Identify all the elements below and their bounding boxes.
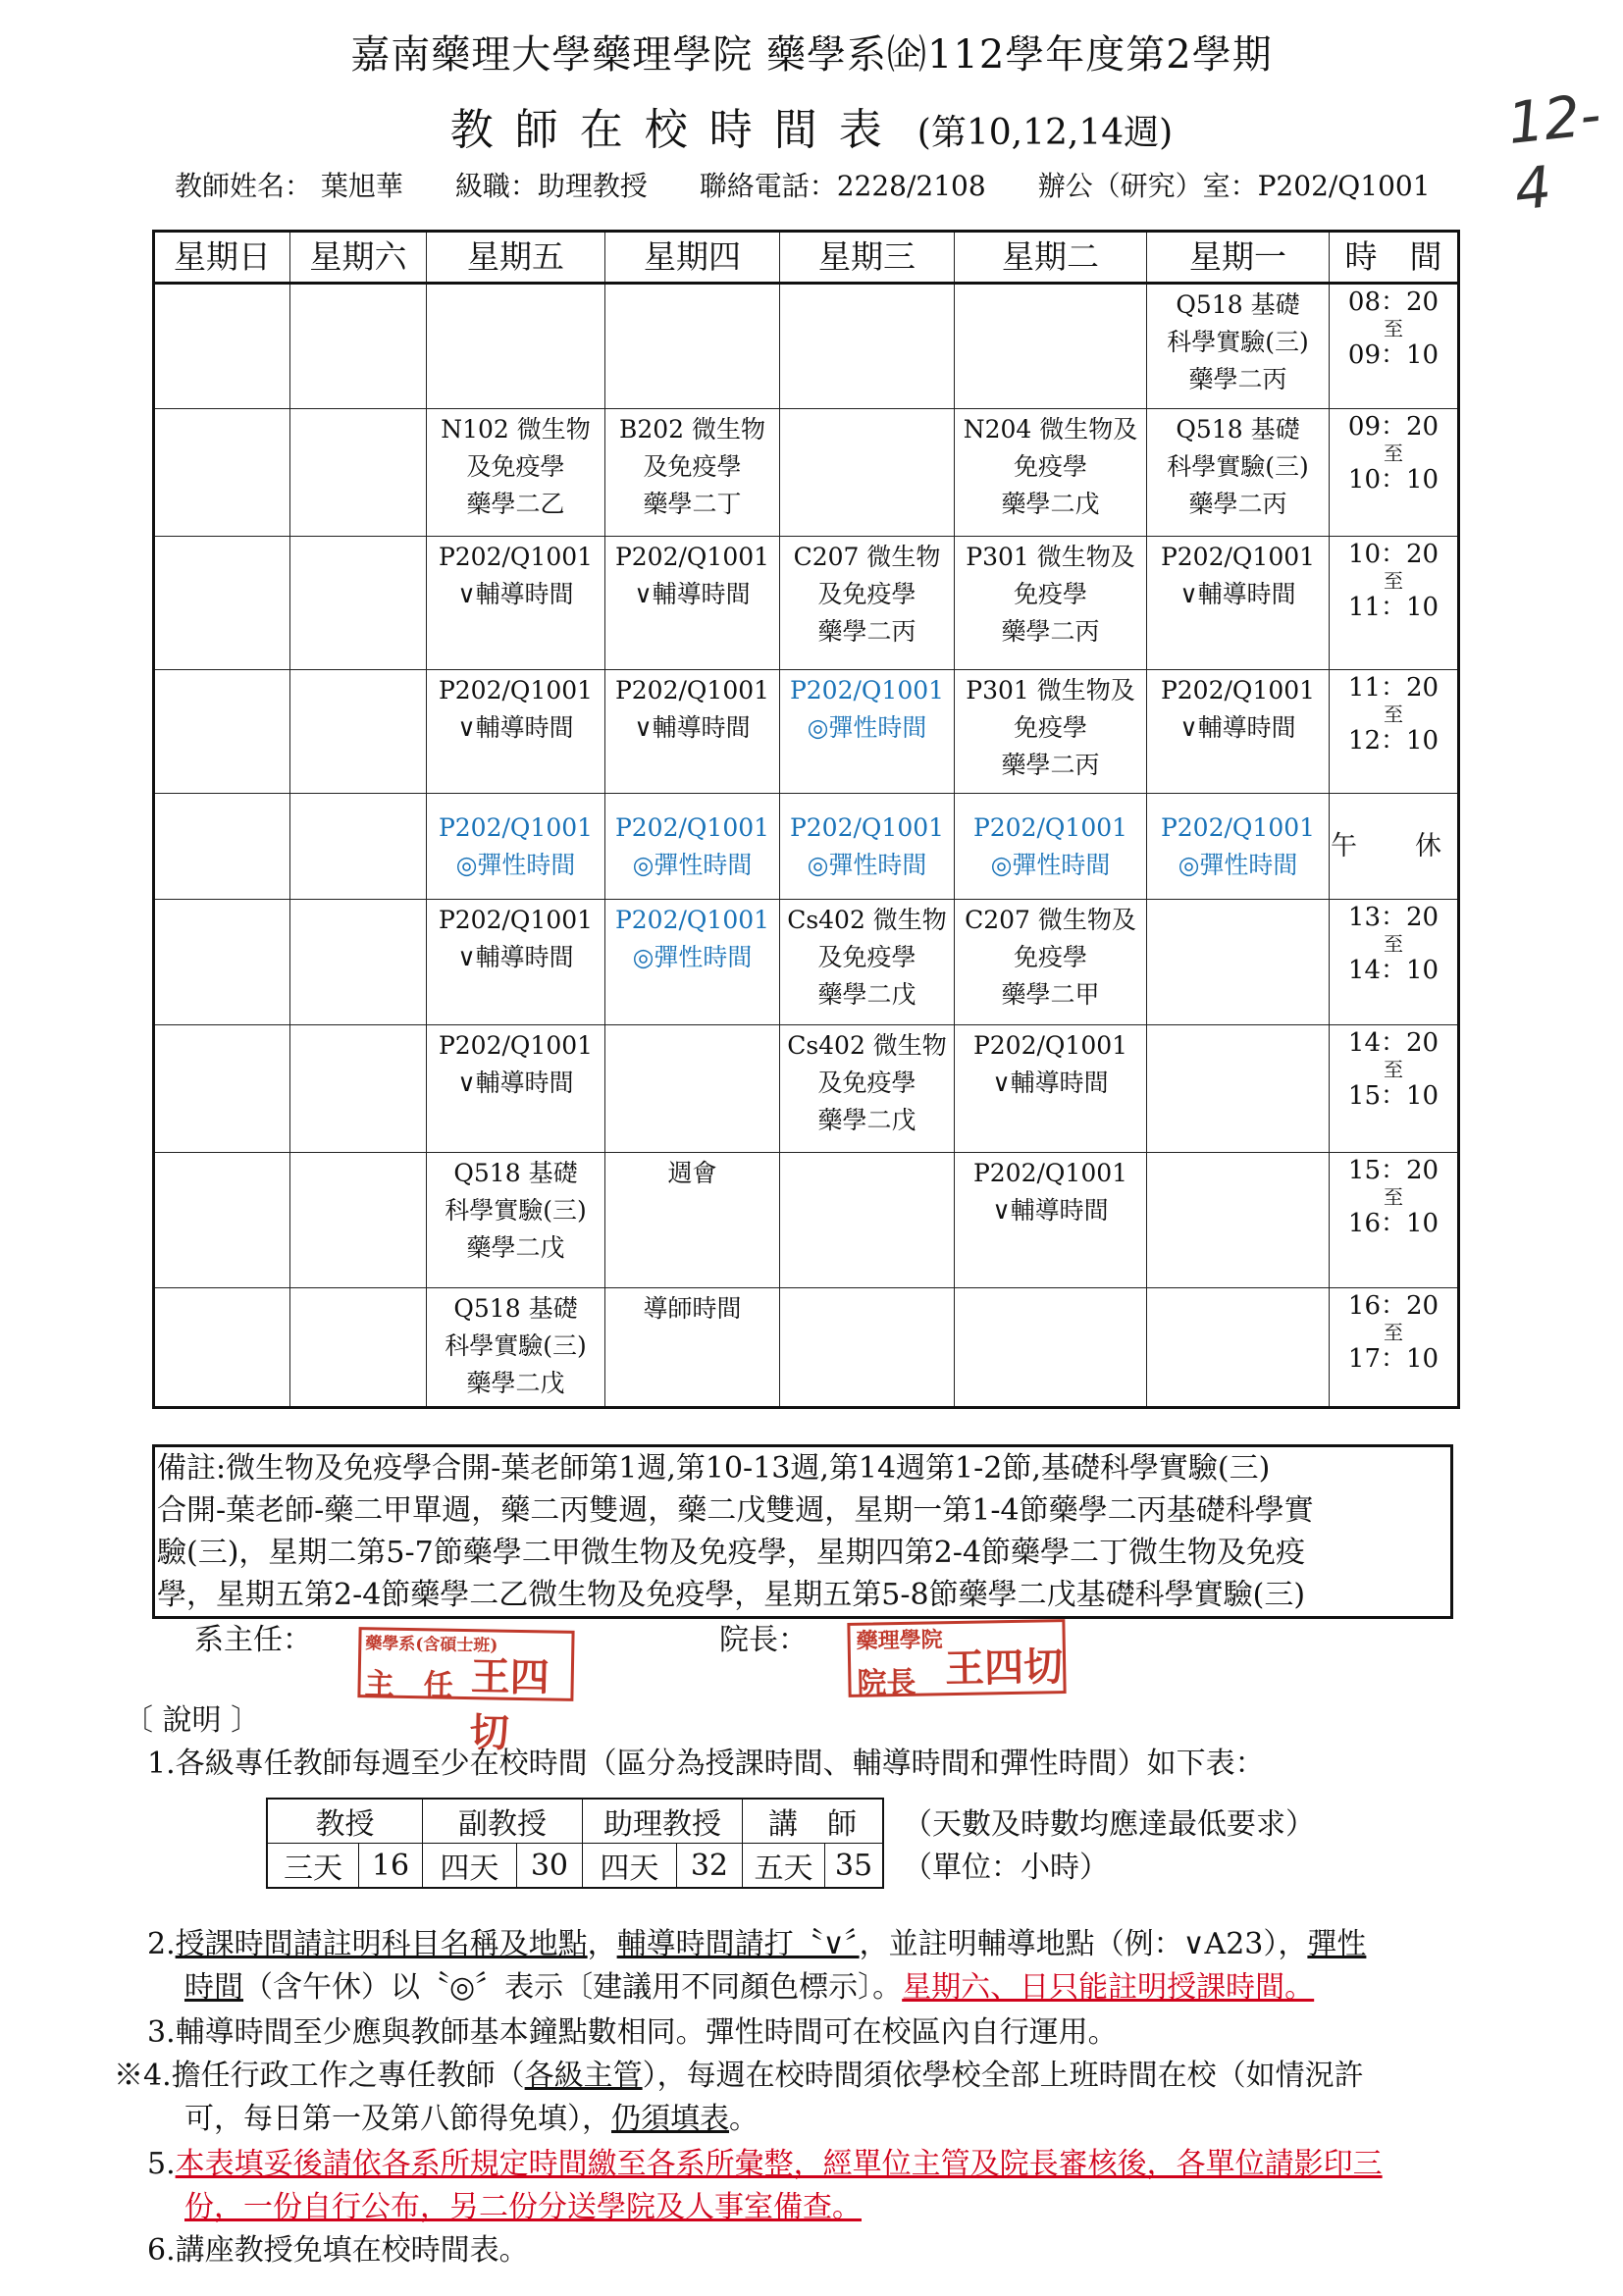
schedule-cell bbox=[955, 1025, 1147, 1153]
cell-line: N204 微生物及 bbox=[963, 415, 1138, 444]
unit-note: （單位：小時） bbox=[903, 1851, 1109, 1885]
schedule-cell bbox=[290, 1153, 427, 1288]
schedule-cell bbox=[290, 670, 427, 794]
seal-name-text: 王四切 bbox=[944, 1644, 1064, 1693]
schedule-cell bbox=[1147, 794, 1330, 900]
cell-line: 藥學二乙 bbox=[466, 490, 565, 518]
schedule-cell bbox=[955, 794, 1147, 900]
cell-line: P202/Q1001 bbox=[614, 906, 770, 934]
cell-line: 藥學二戊 bbox=[817, 1106, 916, 1134]
cell-line: P202/Q1001 bbox=[438, 1031, 594, 1060]
dept-head-label: 系主任： bbox=[194, 1623, 312, 1657]
header-sunday: 星期日 bbox=[154, 232, 290, 284]
seal-unit-text: 藥理學院 bbox=[856, 1627, 943, 1654]
cell-line: 科學實驗(三) bbox=[1167, 452, 1309, 481]
cell-line: P202/Q1001 bbox=[614, 676, 770, 704]
seal-name-text: 王四切 bbox=[469, 1653, 550, 1756]
schedule-cell bbox=[780, 794, 955, 900]
requirement-rank-row bbox=[267, 1799, 883, 1844]
header-thursday: 星期四 bbox=[605, 232, 780, 284]
note-red-text: 本表填妥後請依各系所規定時間繳至各系所彙整，經單位主管及院長審核後，各單位請影印三 bbox=[175, 2147, 1383, 2181]
requirement-note: （天數及時數均應達最低要求） bbox=[903, 1807, 1315, 1842]
hours-assistant: 32 bbox=[676, 1844, 742, 1889]
schedule-cell bbox=[1147, 1025, 1330, 1153]
cell-line: 藥學二甲 bbox=[1001, 980, 1100, 1009]
cell-line: 免疫學 bbox=[1013, 713, 1087, 742]
time-line: 09：20 bbox=[1347, 412, 1440, 442]
schedule-cell bbox=[955, 409, 1147, 537]
rank-professor: 教授 bbox=[267, 1799, 423, 1844]
schedule-title-main: 教師在校時間表 bbox=[449, 105, 904, 155]
note-underlined: 輔導時間請打〝∨〞 bbox=[616, 1927, 860, 1961]
cell-line: 免疫學 bbox=[1013, 943, 1087, 971]
schedule-cell bbox=[154, 670, 290, 794]
header-tuesday: 星期二 bbox=[955, 232, 1147, 284]
note-text: 。 bbox=[729, 2102, 759, 2136]
time-line: 10：10 bbox=[1347, 465, 1440, 495]
cell-line: P202/Q1001 bbox=[438, 906, 594, 934]
cell-line: ∨輔導時間 bbox=[1179, 580, 1296, 608]
time-line: 11：20 bbox=[1347, 673, 1440, 703]
schedule-cell bbox=[780, 537, 955, 670]
cell-line: ∨輔導時間 bbox=[992, 1069, 1109, 1097]
teacher-name: 教師姓名： 葉旭華 bbox=[175, 170, 403, 202]
cell-line: Q518 基礎 bbox=[1176, 415, 1300, 444]
remarks-box bbox=[152, 1444, 1453, 1619]
cell-line: P301 微生物及 bbox=[966, 543, 1135, 571]
note-text: （含午休）以〝◎〞表示〔建議用不同顏色標示〕。 bbox=[243, 1970, 903, 2005]
schedule-row bbox=[154, 284, 1459, 409]
cell-line: P202/Q1001 bbox=[1160, 812, 1316, 842]
note-underlined: 授課時間請註明科目名稱及地點 bbox=[175, 1927, 588, 1961]
schedule-cell bbox=[154, 900, 290, 1025]
schedule-cell bbox=[427, 1153, 605, 1288]
schedule-cell bbox=[605, 284, 780, 409]
schedule-cell bbox=[780, 900, 955, 1025]
cell-line: ◎彈性時間 bbox=[807, 850, 927, 879]
time-slot bbox=[1330, 1025, 1459, 1153]
schedule-cell bbox=[955, 537, 1147, 670]
cell-line: N102 微生物 bbox=[441, 415, 591, 444]
note-item-5 bbox=[147, 2143, 1560, 2229]
cell-line: 藥學二丙 bbox=[1188, 365, 1287, 393]
schedule-table bbox=[152, 230, 1460, 1409]
header-saturday: 星期六 bbox=[290, 232, 427, 284]
schedule-cell bbox=[290, 284, 427, 409]
cell-line: 導師時間 bbox=[643, 1294, 742, 1323]
time-line: 08：20 bbox=[1347, 287, 1440, 317]
cell-line: ∨輔導時間 bbox=[634, 580, 751, 608]
schedule-cell bbox=[780, 1025, 955, 1153]
schedule-cell bbox=[605, 409, 780, 537]
time-slot bbox=[1330, 670, 1459, 794]
schedule-cell bbox=[780, 284, 955, 409]
schedule-cell bbox=[290, 1025, 427, 1153]
cell-line: Q518 基礎 bbox=[1176, 290, 1300, 319]
schedule-cell bbox=[1147, 1153, 1330, 1288]
time-slot bbox=[1330, 409, 1459, 537]
schedule-cell bbox=[427, 1288, 605, 1408]
schedule-cell bbox=[154, 1025, 290, 1153]
time-slot bbox=[1330, 900, 1459, 1025]
time-line: 午 休 bbox=[1331, 830, 1457, 861]
note-item-3: 3.輔導時間至少應與教師基本鐘點數相同。彈性時間可在校區內自行運用。 bbox=[147, 2015, 1118, 2050]
note-number: 2. bbox=[147, 1927, 176, 1961]
header-wednesday: 星期三 bbox=[780, 232, 955, 284]
schedule-row bbox=[154, 1153, 1459, 1288]
teacher-phone: 聯絡電話：2228/2108 bbox=[699, 170, 986, 202]
requirement-value-row bbox=[267, 1844, 883, 1889]
rank-lecturer: 講 師 bbox=[743, 1799, 884, 1844]
seal-role-text: 院長 bbox=[857, 1665, 916, 1701]
dept-head-seal bbox=[357, 1627, 574, 1756]
cell-line: ∨輔導時間 bbox=[457, 580, 574, 608]
cell-line: 及免疫學 bbox=[817, 580, 916, 608]
cell-line: ◎彈性時間 bbox=[455, 850, 576, 879]
schedule-cell bbox=[427, 537, 605, 670]
dean-seal bbox=[847, 1619, 1066, 1701]
time-line: 17：10 bbox=[1347, 1344, 1440, 1374]
rank-associate: 副教授 bbox=[423, 1799, 583, 1844]
cell-line: ∨輔導時間 bbox=[457, 1069, 574, 1097]
cell-line: B202 微生物 bbox=[618, 415, 766, 444]
cell-line: P202/Q1001 bbox=[1160, 676, 1316, 704]
schedule-cell bbox=[154, 537, 290, 670]
note-item-2 bbox=[147, 1923, 1521, 2009]
schedule-cell bbox=[1147, 537, 1330, 670]
note-number: 5. bbox=[147, 2147, 176, 2181]
teacher-office: 辦公（研究）室：P202/Q1001 bbox=[1037, 170, 1431, 202]
cell-line: P202/Q1001 bbox=[972, 1159, 1128, 1187]
schedule-weeks: (第10,12,14週) bbox=[916, 113, 1174, 153]
schedule-row bbox=[154, 537, 1459, 670]
note-item-1: 1.各級專任教師每週至少在校時間（區分為授課時間、輔導時間和彈性時間）如下表： bbox=[147, 1747, 1265, 1781]
time-line: 至 bbox=[1384, 1185, 1403, 1209]
cell-line: 免疫學 bbox=[1013, 452, 1087, 481]
cell-line: P202/Q1001 bbox=[1160, 543, 1316, 571]
days-associate: 四天 bbox=[423, 1844, 517, 1889]
schedule-cell bbox=[1147, 900, 1330, 1025]
schedule-cell bbox=[780, 670, 955, 794]
schedule-cell bbox=[427, 900, 605, 1025]
cell-line: P202/Q1001 bbox=[789, 676, 945, 704]
schedule-cell bbox=[955, 900, 1147, 1025]
cell-line: 藥學二丙 bbox=[1001, 617, 1100, 646]
note-underlined: 各級主管 bbox=[524, 2059, 643, 2093]
time-line: 至 bbox=[1384, 442, 1403, 465]
cell-line: P202/Q1001 bbox=[438, 676, 594, 704]
schedule-cell bbox=[1147, 1288, 1330, 1408]
schedule-cell bbox=[605, 900, 780, 1025]
cell-line: 藥學二戊 bbox=[1001, 490, 1100, 518]
schedule-cell bbox=[1147, 284, 1330, 409]
cell-line: ∨輔導時間 bbox=[457, 943, 574, 971]
schedule-cell bbox=[780, 409, 955, 537]
cell-line: 週會 bbox=[667, 1159, 717, 1187]
note-item-6: 6.講座教授免填在校時間表。 bbox=[147, 2233, 529, 2268]
schedule-cell bbox=[154, 409, 290, 537]
time-line: 16：10 bbox=[1347, 1209, 1440, 1238]
schedule-cell bbox=[290, 794, 427, 900]
cell-line: ∨輔導時間 bbox=[1179, 713, 1296, 742]
time-line: 10：20 bbox=[1347, 540, 1440, 569]
time-line: 至 bbox=[1384, 932, 1403, 956]
note-underlined: 彈性 bbox=[1307, 1927, 1367, 1961]
header-friday: 星期五 bbox=[427, 232, 605, 284]
time-slot bbox=[1330, 794, 1459, 900]
cell-line: 及免疫學 bbox=[466, 452, 565, 481]
cell-line: ◎彈性時間 bbox=[632, 850, 753, 879]
time-line: 至 bbox=[1384, 569, 1403, 593]
cell-line: 科學實驗(三) bbox=[445, 1196, 587, 1225]
cell-line: 免疫學 bbox=[1013, 580, 1087, 608]
cell-line: P202/Q1001 bbox=[438, 543, 594, 571]
schedule-cell bbox=[955, 670, 1147, 794]
schedule-cell bbox=[605, 1153, 780, 1288]
time-slot bbox=[1330, 1288, 1459, 1408]
time-line: 15：20 bbox=[1347, 1156, 1440, 1185]
cell-line: 藥學二丙 bbox=[1188, 490, 1287, 518]
days-lecturer: 五天 bbox=[743, 1844, 825, 1889]
hours-associate: 30 bbox=[516, 1844, 582, 1889]
time-line: 14：10 bbox=[1347, 956, 1440, 985]
teacher-rank: 級職：助理教授 bbox=[454, 170, 648, 202]
header-time: 時 間 bbox=[1330, 232, 1459, 284]
note-text: 可，每日第一及第八節得免填）， bbox=[184, 2102, 611, 2136]
schedule-cell bbox=[605, 794, 780, 900]
time-line: 13：20 bbox=[1347, 903, 1440, 932]
schedule-cell bbox=[605, 1288, 780, 1408]
schedule-cell bbox=[154, 1288, 290, 1408]
remarks-line: 驗(三)，星期二第5-7節藥學二甲微生物及免疫學，星期四第2-4節藥學二丁微生物及免疫 bbox=[157, 1536, 1306, 1570]
cell-line: ∨輔導時間 bbox=[992, 1196, 1109, 1225]
note-text: ），每週在校時間須依學校全部上班時間在校（如情況許 bbox=[642, 2059, 1364, 2093]
cell-line: 藥學二戊 bbox=[466, 1233, 565, 1262]
schedule-cell bbox=[427, 670, 605, 794]
schedule-cell bbox=[290, 900, 427, 1025]
remarks-line: 備註:微生物及免疫學合開-葉老師第1週,第10-13週,第14週第1-2節,基礎科學實驗(三) bbox=[157, 1451, 1271, 1486]
time-slot bbox=[1330, 537, 1459, 670]
cell-line: 藥學二丙 bbox=[817, 617, 916, 646]
note-text: ， bbox=[587, 1927, 617, 1961]
note-text: ，並註明輔導地點（例：∨A23）， bbox=[859, 1927, 1308, 1961]
hours-professor: 16 bbox=[358, 1844, 422, 1889]
teacher-info bbox=[175, 165, 1474, 204]
schedule-cell bbox=[290, 409, 427, 537]
schedule-cell bbox=[290, 537, 427, 670]
note-red-text: 份，一份自行公布，另二份分送學院及人事室備查。 bbox=[184, 2190, 862, 2224]
schedule-row bbox=[154, 900, 1459, 1025]
time-slot bbox=[1330, 1153, 1459, 1288]
note-underlined: 仍須填表 bbox=[611, 2102, 729, 2136]
schedule-row bbox=[154, 409, 1459, 537]
cell-line: Cs402 微生物 bbox=[787, 1031, 947, 1060]
notes-heading: 〔 說明 〕 bbox=[124, 1703, 261, 1738]
time-slot bbox=[1330, 284, 1459, 409]
cell-line: 科學實驗(三) bbox=[445, 1331, 587, 1360]
cell-line: ◎彈性時間 bbox=[1178, 850, 1298, 879]
cell-line: 及免疫學 bbox=[643, 452, 742, 481]
dean-label: 院長： bbox=[719, 1623, 808, 1657]
cell-line: 及免疫學 bbox=[817, 943, 916, 971]
schedule-cell bbox=[780, 1288, 955, 1408]
time-line: 至 bbox=[1384, 1058, 1403, 1081]
cell-line: 及免疫學 bbox=[817, 1069, 916, 1097]
schedule-cell bbox=[955, 1153, 1147, 1288]
cell-line: Q518 基礎 bbox=[453, 1159, 578, 1187]
schedule-row bbox=[154, 1025, 1459, 1153]
cell-line: ∨輔導時間 bbox=[634, 713, 751, 742]
schedule-cell bbox=[1147, 409, 1330, 537]
schedule-cell bbox=[427, 409, 605, 537]
time-line: 09：10 bbox=[1347, 340, 1440, 370]
schedule-cell bbox=[780, 1153, 955, 1288]
schedule-cell bbox=[290, 1288, 427, 1408]
time-line: 16：20 bbox=[1347, 1291, 1440, 1321]
cell-line: Q518 基礎 bbox=[453, 1294, 578, 1323]
schedule-cell bbox=[605, 670, 780, 794]
seal-role-text: 主 任 bbox=[364, 1667, 453, 1703]
days-professor: 三天 bbox=[267, 1844, 358, 1889]
cell-line: 藥學二丙 bbox=[1001, 751, 1100, 779]
requirement-table bbox=[266, 1798, 884, 1889]
cell-line: Cs402 微生物 bbox=[787, 906, 947, 934]
days-assistant: 四天 bbox=[583, 1844, 677, 1889]
time-line: 至 bbox=[1384, 317, 1403, 340]
schedule-cell bbox=[605, 537, 780, 670]
remarks-line: 合開-葉老師-藥二甲單週，藥二丙雙週，藥二戊雙週，星期一第1-4節藥學二丙基礎科學實 bbox=[157, 1493, 1314, 1528]
note-red-text: 星期六、日只能註明授課時間。 bbox=[902, 1970, 1315, 2005]
seal-unit-text: 藥學系(含碩士班) bbox=[365, 1634, 498, 1656]
schedule-cell bbox=[427, 1025, 605, 1153]
schedule-row bbox=[154, 1288, 1459, 1408]
cell-line: P202/Q1001 bbox=[438, 812, 594, 842]
document-title: 嘉南藥理大學藥理學院 藥學系㈽112學年度第2學期 bbox=[350, 32, 1273, 78]
hours-lecturer: 35 bbox=[825, 1844, 884, 1889]
note-text: ※4.擔任行政工作之專任教師（ bbox=[114, 2059, 525, 2093]
cell-line: P301 微生物及 bbox=[966, 676, 1135, 704]
note-underlined: 時間 bbox=[184, 1970, 243, 2005]
cell-line: 科學實驗(三) bbox=[1167, 328, 1309, 356]
cell-line: ∨輔導時間 bbox=[457, 713, 574, 742]
time-line: 至 bbox=[1384, 1321, 1403, 1344]
cell-line: 藥學二丁 bbox=[643, 490, 742, 518]
schedule-cell bbox=[955, 1288, 1147, 1408]
schedule-cell bbox=[605, 1025, 780, 1153]
cell-line: ◎彈性時間 bbox=[632, 943, 753, 971]
schedule-cell bbox=[154, 794, 290, 900]
schedule-cell bbox=[955, 284, 1147, 409]
cell-line: C207 微生物及 bbox=[965, 906, 1136, 934]
schedule-cell bbox=[427, 794, 605, 900]
time-line: 14：20 bbox=[1347, 1028, 1440, 1058]
cell-line: P202/Q1001 bbox=[972, 1031, 1128, 1060]
schedule-row bbox=[154, 794, 1459, 900]
time-line: 11：10 bbox=[1347, 593, 1440, 622]
time-line: 12：10 bbox=[1347, 726, 1440, 756]
cell-line: ◎彈性時間 bbox=[807, 713, 927, 742]
handwritten-note: 12-4 bbox=[1504, 80, 1604, 224]
cell-line: ◎彈性時間 bbox=[990, 850, 1111, 879]
note-item-4 bbox=[114, 2055, 1527, 2141]
header-monday: 星期一 bbox=[1147, 232, 1330, 284]
schedule-cell bbox=[1147, 670, 1330, 794]
rank-assistant: 助理教授 bbox=[583, 1799, 743, 1844]
remarks-line: 學，星期五第2-4節藥學二乙微生物及免疫學，星期五第5-8節藥學二戊基礎科學實驗(三) bbox=[157, 1578, 1306, 1612]
schedule-cell bbox=[154, 1153, 290, 1288]
cell-line: 藥學二戊 bbox=[466, 1369, 565, 1397]
schedule-title bbox=[0, 94, 1623, 157]
schedule-header-row bbox=[154, 232, 1459, 284]
schedule-row bbox=[154, 670, 1459, 794]
cell-line: P202/Q1001 bbox=[972, 812, 1128, 842]
time-line: 15：10 bbox=[1347, 1081, 1440, 1111]
time-line: 至 bbox=[1384, 703, 1403, 726]
cell-line: 藥學二戊 bbox=[817, 980, 916, 1009]
schedule-cell bbox=[427, 284, 605, 409]
cell-line: P202/Q1001 bbox=[614, 812, 770, 842]
cell-line: P202/Q1001 bbox=[789, 812, 945, 842]
schedule-cell bbox=[154, 284, 290, 409]
cell-line: P202/Q1001 bbox=[614, 543, 770, 571]
cell-line: C207 微生物 bbox=[793, 543, 941, 571]
